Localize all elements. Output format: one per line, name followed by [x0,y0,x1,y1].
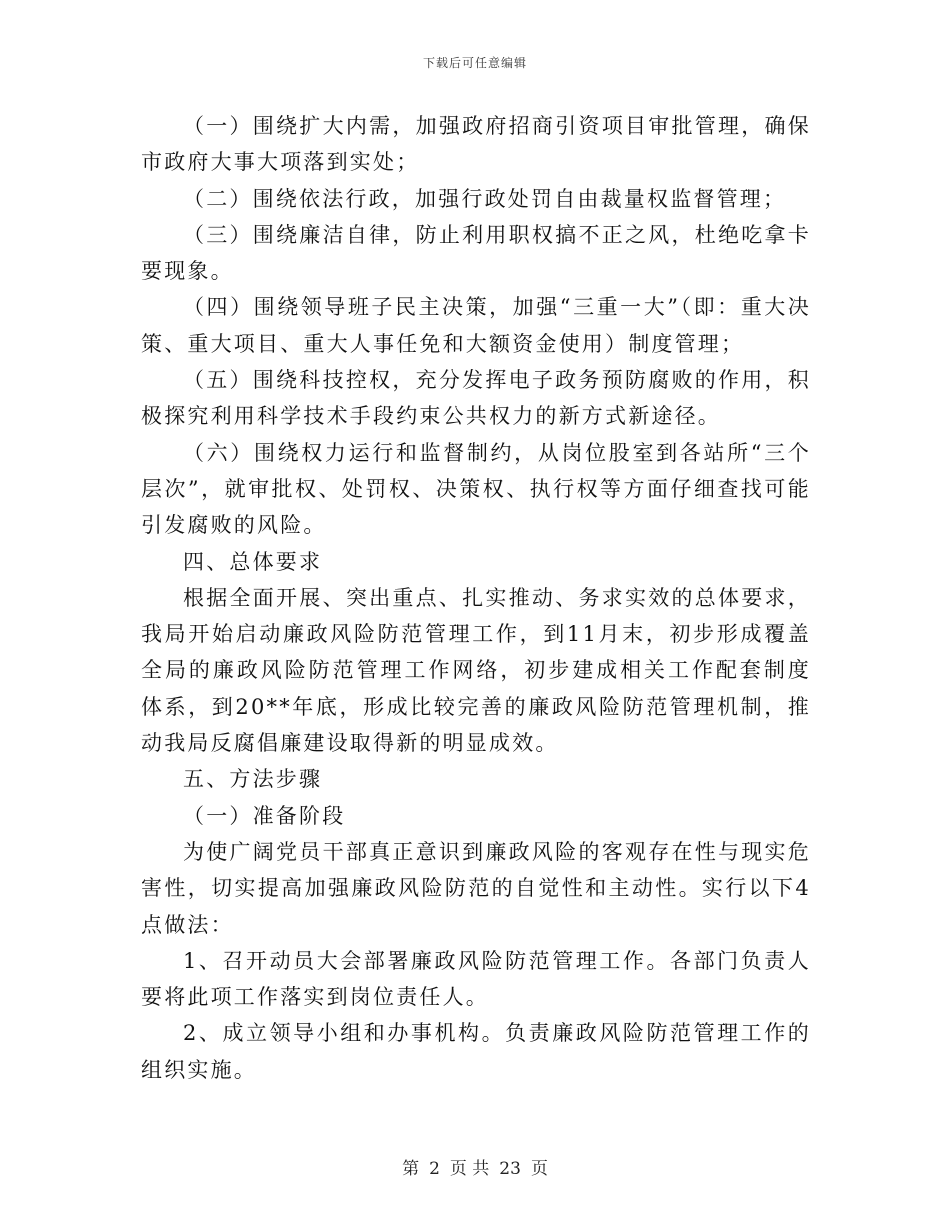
footer-middle: 页 共 [449,1159,490,1179]
paragraph-2: （二）围绕依法行政，加强行政处罚自由裁量权监督管理； [183,186,787,211]
paragraph-preparation: 为使广阔党员干部真正意识到廉政风险的客观存在性与现实危害性，切实提高加强廉政风险防范的自觉性和主动性。实行以下4点做法： [141,839,811,937]
paragraph-6: （六）围绕权力运行和监督制约，从岗位股室到各站所“三个层次”，就审批权、处罚权、决策权、执行权等方面仔细查找可能引发腐败的风险。 [141,440,811,538]
list-item-2: 2、成立领导小组和办事机构。负责廉政风险防范管理工作的组织实施。 [141,1021,811,1082]
paragraph-3: （三）围绕廉洁自律，防止利用职权搞不正之风，杜绝吃拿卡要现象。 [141,222,811,284]
list-item-1: 1、召开动员大会部署廉政风险防范管理工作。各部门负责人要将此项工作落实到岗位责任人。 [141,948,811,1010]
paragraph-4: （四）围绕领导班子民主决策，加强“三重一大”（即：重大决策、重大项目、重大人事任免和大额资金使用）制度管理； [141,295,811,356]
footer-suffix: 页 [530,1159,548,1179]
page-footer [0,1154,950,1179]
footer-current-page: 2 [429,1159,440,1179]
header-note: 下载后可任意编辑 [422,56,527,70]
section-heading-methods-steps: 五、方法步骤 [183,767,323,792]
footer-total-pages: 23 [499,1159,521,1179]
section-heading-general-requirements: 四、总体要求 [183,549,323,574]
paragraph-1: （一）围绕扩大内需，加强政府招商引资项目审批管理，确保市政府大事大项落到实处； [141,114,811,175]
paragraph-general-requirements: 根据全面开展、突出重点、扎实推动、务求实效的总体要求，我局开始启动廉政风险防范管理工作，到11月末，初步形成覆盖全局的廉政风险防范管理工作网络，初步建成相关工作配套制度体系，到20**年底，形成比较完善的廉政风险防范管理机制，推动我局反腐倡廉建设取得新的明显成效。 [141,585,811,756]
footer-prefix: 第 [402,1159,420,1179]
document-body [141,108,811,1088]
subsection-heading-preparation: （一）准备阶段 [183,803,346,828]
paragraph-5: （五）围绕科技控权，充分发挥电子政务预防腐败的作用，积极探究利用科学技术手段约束公共权力的新方式新途径。 [141,368,811,429]
